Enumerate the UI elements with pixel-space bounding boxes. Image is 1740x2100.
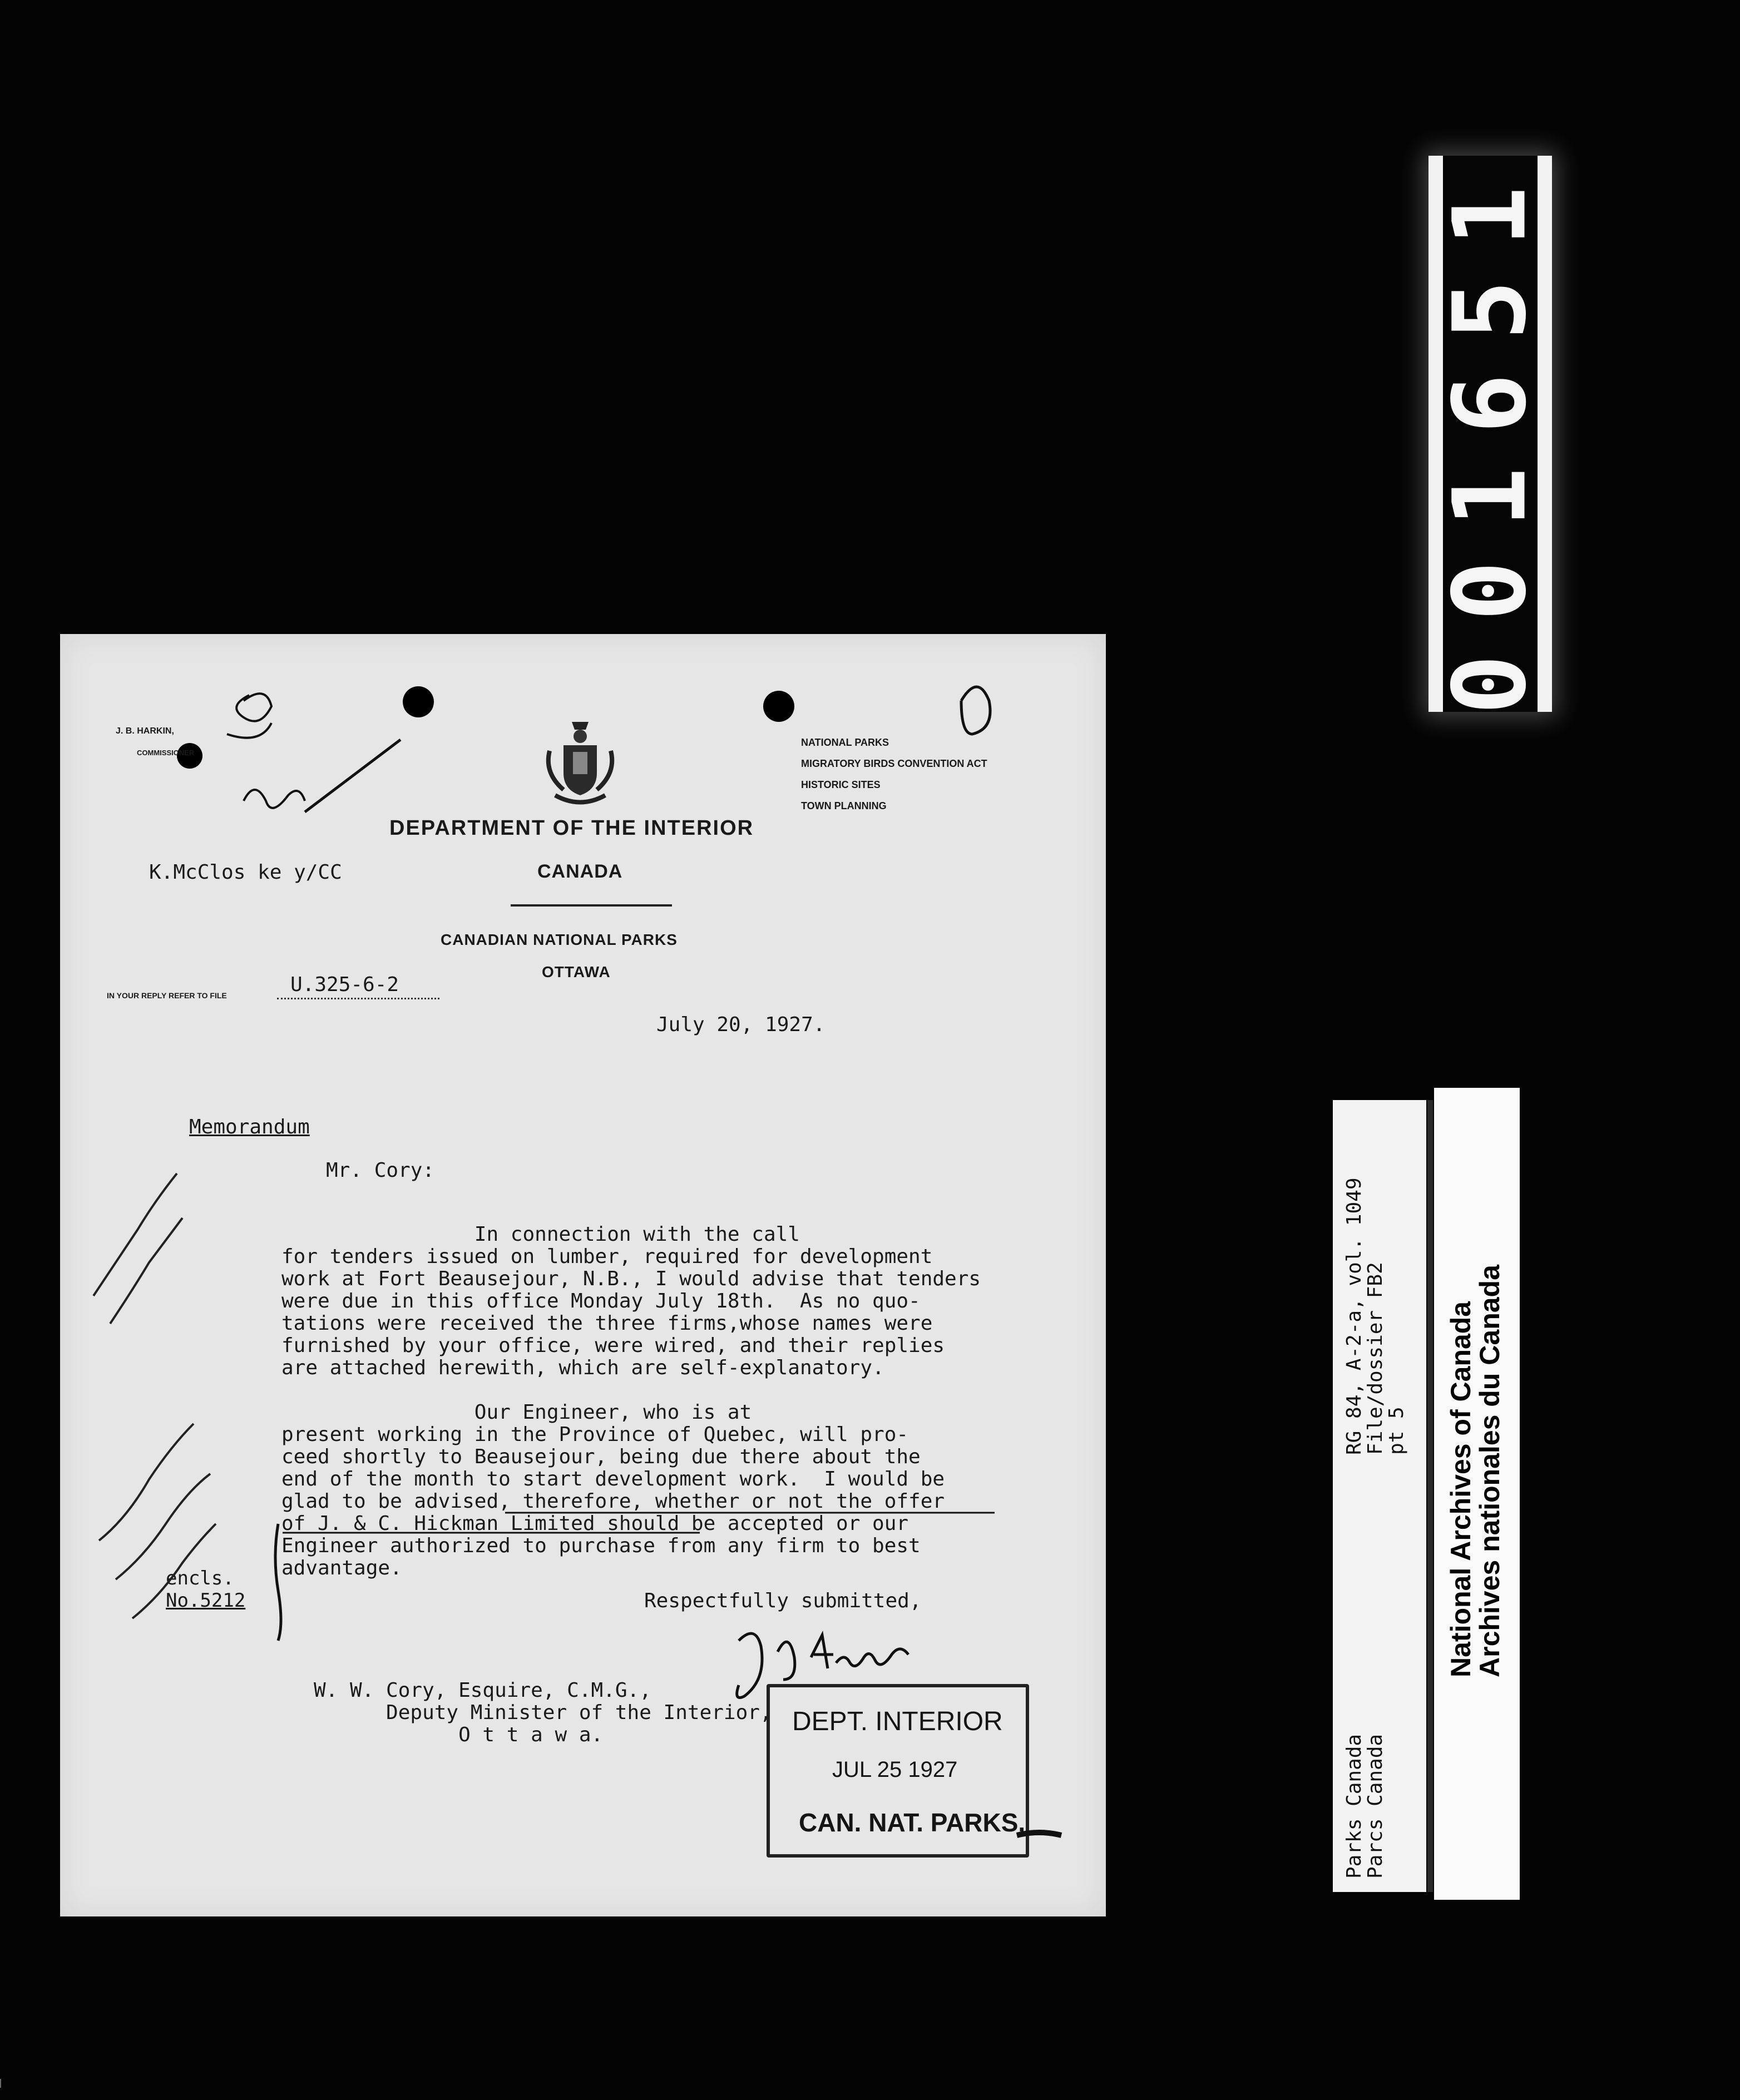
agency-line: Parks Canada — [1343, 1734, 1366, 1879]
reply-file-label: IN YOUR REPLY REFER TO FILE — [107, 991, 227, 1000]
archive-reference-line: RG 84, A-2-a, vol. 1049 — [1343, 1177, 1366, 1455]
archive-reference — [1344, 1110, 1416, 1455]
branch-line: HISTORIC SITES — [801, 779, 881, 790]
branch-line: NATIONAL PARKS — [801, 737, 889, 748]
archive-reference-label — [1333, 1100, 1426, 1892]
archive-reference-line: File/dossier FB2 — [1364, 1262, 1387, 1455]
enclosure-number: No.5212 — [166, 1589, 246, 1612]
typist-reference: K.McClos ke y/CC — [149, 861, 342, 884]
agency-line: Parcs Canada — [1364, 1734, 1387, 1879]
file-number: U.325-6-2 — [290, 973, 399, 996]
stamp-line: CAN. NAT. PARKS. — [799, 1808, 1026, 1837]
letterhead-branches — [801, 732, 987, 816]
letter-page — [60, 634, 1106, 1916]
coat-of-arms-icon — [538, 717, 622, 806]
archive-name-label — [1434, 1088, 1520, 1900]
film-edge — [0, 2079, 1740, 2088]
punch-hole — [403, 686, 434, 717]
letter-date: July 20, 1927. — [656, 1013, 825, 1036]
branch-name: CANADIAN NATIONAL PARKS — [441, 931, 678, 948]
closing: Respectfully submitted, — [644, 1589, 922, 1612]
archive-name-line: Archives nationales du Canada — [1474, 1265, 1505, 1677]
enclosures-label: encls. — [166, 1567, 234, 1589]
archive-label-stripe — [1427, 1100, 1433, 1892]
department-title: DEPARTMENT OF THE INTERIOR — [389, 816, 754, 840]
addressee: Mr. Cory: — [326, 1159, 435, 1182]
stamp-line: DEPT. INTERIOR — [792, 1707, 1003, 1736]
received-stamp — [767, 1684, 1029, 1858]
branch-city: OTTAWA — [542, 963, 611, 980]
department-country: CANADA — [537, 861, 623, 882]
enclosures — [166, 1567, 245, 1612]
branch-line: TOWN PLANNING — [801, 800, 887, 811]
commissioner-name: J. B. HARKIN, — [116, 726, 174, 736]
frame-number-strip — [1428, 152, 1552, 715]
memo-heading: Memorandum — [189, 1116, 310, 1138]
commissioner-title: COMMISSIONER — [137, 749, 195, 757]
branch-line: MIGRATORY BIRDS CONVENTION ACT — [801, 758, 987, 769]
letter-body: In connection with the call for tenders issued on lumber, required for development work at Fort Beausejour, N.B., I would advise that tenders were due in this office Monday July 18th. As no quo- tations were received the three firms,whose names were furnished by your office, were wired, and their replies are attached herewith, which are self-explanatory. Our Engineer, who is at present working in the Province of Quebec, will pro- ceed shortly to Beausejour, being due there about the end of the month to start development work. I would be glad to be advised, therefore, whether or not the offer of J. & C. Hickman Limited should be accepted or our Engineer authorized to purchase from any firm to best advantage. — [281, 1223, 981, 1579]
archive-agency — [1344, 1712, 1416, 1879]
recipient: W. W. Cory, Esquire, C.M.G., Deputy Minister of the Interior, O t t a w a. — [314, 1679, 772, 1746]
archive-name — [1446, 1232, 1507, 1677]
archive-name-line: National Archives of Canada — [1445, 1301, 1476, 1677]
file-number-line — [277, 998, 439, 999]
stamp-date: JUL 25 1927 — [832, 1757, 958, 1782]
punch-hole — [763, 691, 794, 722]
letterhead-rule — [511, 904, 672, 907]
archive-reference-line: pt 5 — [1385, 1406, 1408, 1455]
frame-number: 001651 — [1432, 152, 1549, 715]
